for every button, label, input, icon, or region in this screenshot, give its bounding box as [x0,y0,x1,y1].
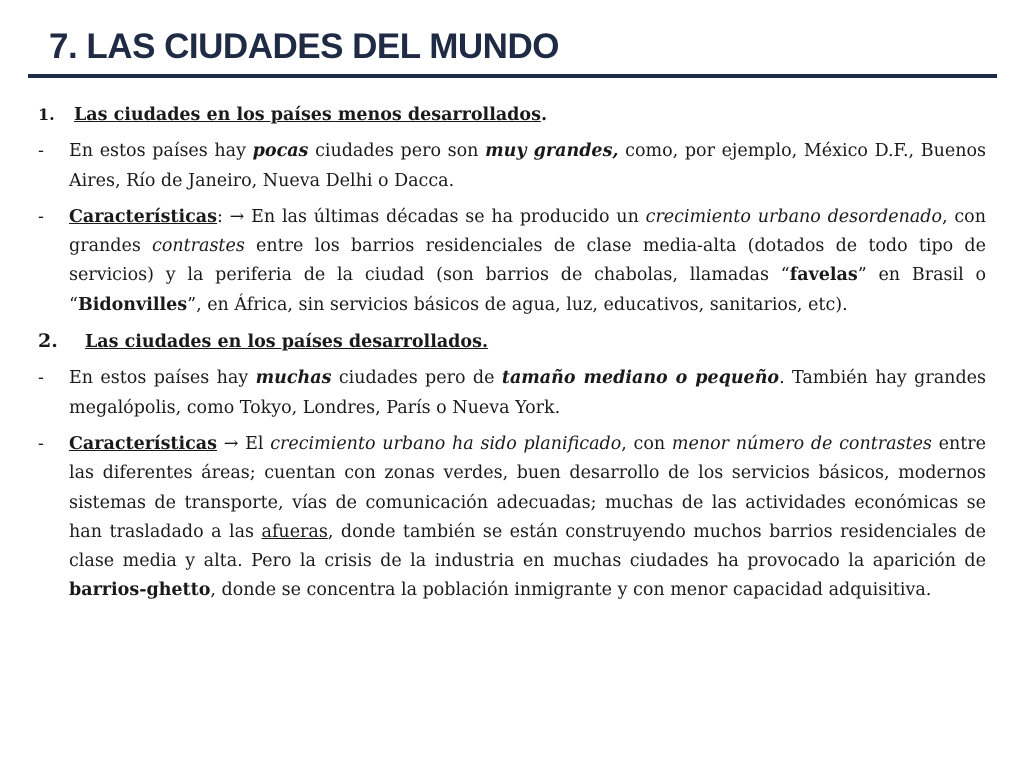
text-run: como, por ejemplo, México D.F., Buenos Aires, Río de Janeiro, Nueva Delhi o Dacca. [69,141,987,191]
paragraph-body [69,430,986,606]
paragraph-body [69,364,986,423]
text-run: entre las diferentes áreas; cuentan con zonas verdes, buen desarrollo de los servicios básicos, modernos sistemas de transporte, vías de comunicación adecuadas; muchas de las actividades económicas se han trasladado a las [69,433,987,542]
section-2-heading [38,327,986,357]
section-2-paragraph-1 [38,364,986,423]
term-bidonvilles: Bidonvilles [77,294,188,315]
text-run: → El [217,433,271,454]
section-2-paragraph-2 [38,430,986,606]
emphasis-muy-grandes: muy grandes, [485,141,619,162]
emphasis-contrastes: contrastes [152,236,245,257]
paragraph-body [69,203,986,320]
text-run: En estos países hay [69,368,256,389]
section-1-paragraph-2 [38,203,986,320]
term-barrios-ghetto: barrios-ghetto [69,580,211,601]
section-2-heading-text: Las ciudades en los países desarrollados. [85,332,489,353]
section-1-heading-text: Las ciudades en los países menos desarrollados [74,105,541,125]
slide-content [38,100,986,613]
text-run: ”, en África, sin servicios básicos de agua, luz, educativos, sanitarios, etc). [187,294,848,315]
emphasis-menor-contrastes: menor número de contrastes [671,433,932,454]
text-run: ” en Brasil o “ [69,265,986,315]
text-run: , donde también se están construyendo muchos barrios residenciales de clase media y alta. Pero la crisis de la industria en muchas ciudades ha provocado la aparición de [69,521,986,572]
text-run: , con [621,433,672,454]
bullet-dash: - [38,141,44,162]
emphasis-crecimiento-planificado: crecimiento urbano ha sido planificado [270,433,622,454]
slide-title: 7. LAS CIUDADES DEL MUNDO [49,27,559,66]
term-afueras: afueras [261,521,328,542]
term-favelas: favelas [789,265,858,286]
text-run: , con grandes [69,206,986,257]
bullet-dash: - [38,206,44,227]
text-run: En estos países hay [69,141,253,162]
emphasis-tamano: tamaño mediano o pequeño [501,368,780,389]
label-caracteristicas: Características [69,433,217,454]
text-run: ciudades pero de [331,368,502,389]
emphasis-muchas: muchas [255,368,332,389]
emphasis-pocas: pocas [252,141,309,162]
text-run: entre los barrios residenciales de clase media-alta (dotados de todo tipo de servicios) y la periferia de la ciudad (son barrios de chabolas, llamadas “ [69,236,986,286]
text-run: . También hay grandes megalópolis, como Tokyo, Londres, París o Nueva York. [69,368,986,418]
bullet-dash: - [38,368,44,389]
text-run: , donde se concentra la población inmigrante y con menor capacidad adquisitiva. [210,580,932,601]
section-1-heading [38,100,986,130]
paragraph-body [69,137,986,196]
section-1-paragraph-1 [38,137,986,196]
section-2-number: 2. [38,330,58,353]
title-divider [28,74,997,78]
bullet-dash: - [38,433,44,454]
section-1-heading-period: . [540,105,548,125]
emphasis-crecimiento-desordenado: crecimiento urbano desordenado [645,206,943,227]
label-caracteristicas: Características [69,206,217,227]
section-1-number: 1. [38,105,55,124]
section-1-heading-wrap [74,101,547,130]
text-run: ciudades pero son [308,141,486,162]
text-run: : → En las últimas décadas se ha producido un [217,206,646,227]
